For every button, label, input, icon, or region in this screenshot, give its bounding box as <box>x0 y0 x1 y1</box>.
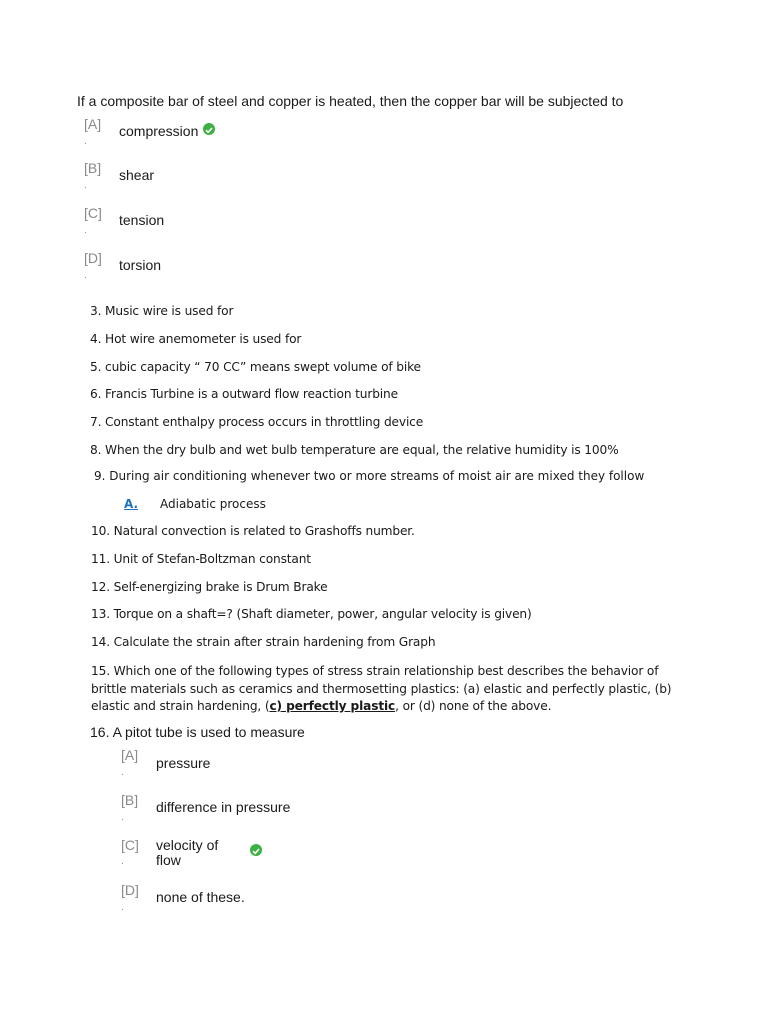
q16-option-b-text: difference in pressure <box>156 799 291 815</box>
q16-option-a-text: pressure <box>156 755 211 771</box>
q16-option-d-dot: . <box>121 902 124 913</box>
q16-option-c-dot: . <box>121 856 124 867</box>
list-item: 3. Music wire is used for <box>90 304 234 318</box>
correct-check-icon <box>203 123 215 135</box>
q16-option-d-text: none of these. <box>156 889 245 905</box>
q1-option-a-text: compression <box>119 123 199 139</box>
q1-option-b-letter: [B] <box>84 160 102 176</box>
question-16-text: 16. A pitot tube is used to measure <box>90 724 305 740</box>
list-item: 5. cubic capacity “ 70 CC” means swept volume of bike <box>90 360 421 374</box>
q1-option-a-letter: [A] <box>84 116 102 132</box>
list-item: 12. Self-energizing brake is Drum Brake <box>91 580 328 594</box>
q16-option-c-text-line2: flow <box>156 852 181 868</box>
question-15-text <box>91 663 681 716</box>
q1-option-c-dot: . <box>84 225 87 236</box>
q16-option-b-dot: . <box>121 812 124 823</box>
q1-option-b-text: shear <box>119 167 155 183</box>
q9-answer-text: Adiabatic process <box>160 497 266 511</box>
q15-text-before: 15. Which one of the following types of stress strain relationship best describes the behavior of brittle materials such as ceramics and thermosetting plastics: (a) elastic and perfectly plastic, (b) elastic and strain hardening, ( <box>91 664 672 713</box>
q16-option-c-text-line1: velocity of <box>156 837 219 853</box>
q1-option-d-dot: . <box>84 270 87 281</box>
q1-option-a-dot: . <box>84 136 87 147</box>
q16-option-b-letter: [B] <box>121 792 139 808</box>
list-item: 7. Constant enthalpy process occurs in throttling device <box>90 415 424 429</box>
list-item: 13. Torque on a shaft=? (Shaft diameter, power, angular velocity is given) <box>91 607 532 621</box>
question-9-text: 9. During air conditioning whenever two or more streams of moist air are mixed they follow <box>94 469 645 483</box>
list-item: 14. Calculate the strain after strain hardening from Graph <box>91 635 436 649</box>
list-item: 10. Natural convection is related to Grashoffs number. <box>91 524 415 538</box>
list-item: 8. When the dry bulb and wet bulb temperature are equal, the relative humidity is 100% <box>90 443 619 457</box>
list-item: 4. Hot wire anemometer is used for <box>90 332 302 346</box>
q15-text-after: , or (d) none of the above. <box>395 699 552 713</box>
q1-option-d-text: torsion <box>119 257 162 273</box>
list-item: 6. Francis Turbine is a outward flow reaction turbine <box>90 387 398 401</box>
q15-answer: c) perfectly plastic <box>269 699 396 713</box>
q1-option-c-text: tension <box>119 212 165 228</box>
correct-check-icon <box>250 844 262 856</box>
q1-option-c-letter: [C] <box>84 205 102 221</box>
q1-option-b-dot: . <box>84 180 87 191</box>
q16-option-a-letter: [A] <box>121 747 139 763</box>
q16-option-a-dot: . <box>121 767 124 778</box>
q9-answer-letter[interactable]: A. <box>124 497 139 511</box>
list-item: 11. Unit of Stefan-Boltzman constant <box>91 552 311 566</box>
q1-option-d-letter: [D] <box>84 250 102 266</box>
q16-option-d-letter: [D] <box>121 882 139 898</box>
question-1-text: If a composite bar of steel and copper is heated, then the copper bar will be subjected to <box>77 93 624 109</box>
q16-option-c-letter: [C] <box>121 837 139 853</box>
